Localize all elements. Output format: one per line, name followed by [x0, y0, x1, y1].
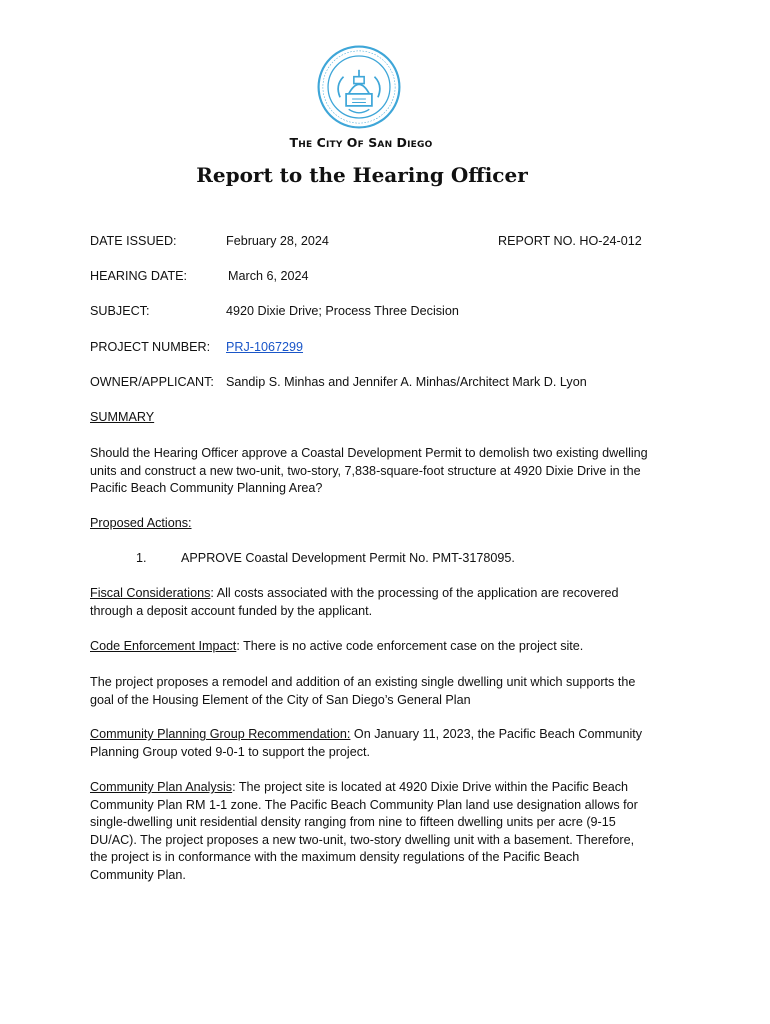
project-number-label: PROJECT NUMBER: — [90, 340, 211, 354]
subject-value: 4920 Dixie Drive; Process Three Decision — [226, 304, 459, 318]
community-plan-text: : The project site is located at 4920 Dixie Drive within the Pacific Beach — [232, 780, 629, 794]
hearing-date-value: March 6, 2024 — [228, 269, 309, 283]
community-planning-group — [90, 726, 690, 761]
community-plan-heading: Community Plan Analysis — [90, 780, 233, 794]
city-seal-icon — [316, 44, 402, 130]
city-name: THE CITY OF SAN DIEGO — [289, 135, 433, 150]
action-item-text: APPROVE Coastal Development Permit No. PMT-3178095. — [181, 551, 515, 565]
community-group-heading: Community Planning Group Recommendation: — [90, 727, 351, 741]
code-enforcement — [90, 638, 690, 656]
summary-question — [90, 445, 690, 498]
fiscal-text: : All costs associated with the processing of the application are recovered — [210, 586, 619, 600]
report-number: REPORT NO. HO-24-012 — [498, 234, 642, 248]
fiscal-considerations — [90, 585, 690, 620]
code-enforcement-heading: Code Enforcement Impact — [90, 639, 237, 653]
owner-value: Sandip S. Minhas and Jennifer A. Minhas/Architect Mark D. Lyon — [226, 375, 587, 389]
community-plan-line: single-dwelling unit residential density ranging from nine to fifteen dwelling units per acre (9-15 — [90, 815, 616, 829]
code-enforcement-text: : There is no active code enforcement case on the project site. — [236, 639, 584, 653]
housing-line: goal of the Housing Element of the City of San Diego’s General Plan — [90, 692, 471, 707]
hearing-date-label: HEARING DATE: — [90, 269, 188, 283]
action-item-number: 1. — [136, 551, 147, 565]
subject-label: SUBJECT: — [90, 304, 150, 318]
summary-heading: SUMMARY — [90, 410, 155, 424]
fiscal-heading: Fiscal Considerations — [90, 586, 211, 600]
summary-line: Pacific Beach Community Planning Area? — [90, 481, 323, 495]
community-plan-line: Community Plan. — [90, 867, 186, 882]
date-issued-value: February 28, 2024 — [226, 234, 329, 248]
fiscal-text-2: through a deposit account funded by the applicant. — [90, 603, 373, 618]
proposed-actions-heading: Proposed Actions: — [90, 516, 192, 530]
community-plan-line: DU/AC). The project proposes a new two-unit, two-story dwelling unit with a basement. Therefore, — [90, 832, 635, 847]
summary-line: Should the Hearing Officer approve a Coastal Development Permit to demolish two existing dwelling — [90, 446, 648, 460]
summary-line: units and construct a new two-unit, two-story, 7,838-square-foot structure at 4920 Dixie Drive in the — [90, 463, 641, 478]
owner-label: OWNER/APPLICANT: — [90, 375, 214, 389]
community-plan-line: the project is in conformance with the maximum density regulations of the Pacific Beach — [90, 850, 580, 864]
housing-paragraph — [90, 674, 690, 709]
community-plan-line: Community Plan RM 1-1 zone. The Pacific Beach Community Plan land use designation allows for — [90, 797, 638, 812]
community-group-text-2: Planning Group voted 9-0-1 to support the project. — [90, 744, 371, 759]
housing-line: The project proposes a remodel and addition of an existing single dwelling unit which supports the — [90, 675, 636, 689]
project-number-link[interactable]: PRJ-1067299 — [226, 340, 304, 354]
community-group-text: On January 11, 2023, the Pacific Beach Community — [350, 727, 643, 741]
report-title: Report to the Hearing Officer — [196, 163, 528, 187]
date-issued-label: DATE ISSUED: — [90, 234, 177, 248]
community-plan-analysis — [90, 779, 690, 884]
